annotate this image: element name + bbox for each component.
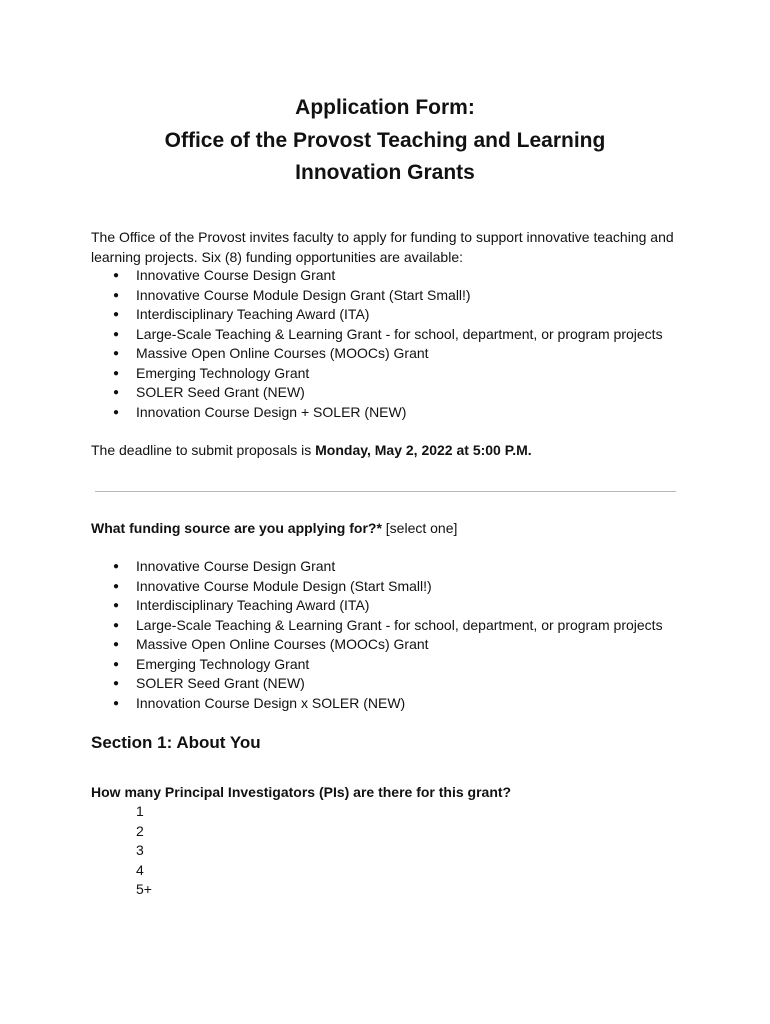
funding-question-hint: [select one] (381, 520, 458, 536)
title-line: Office of the Provost Teaching and Learning (164, 128, 606, 152)
funding-option[interactable]: ● Innovative Course Module Design (Start Small!) (91, 577, 663, 597)
deadline-text (91, 441, 532, 461)
pi-option[interactable]: 3 (136, 842, 144, 858)
funding-option[interactable]: ● SOLER Seed Grant (NEW) (91, 674, 663, 694)
page-title (0, 92, 770, 190)
list-item: ● Interdisciplinary Teaching Award (ITA) (91, 305, 663, 325)
funding-question-label: What funding source are you applying for?* (91, 520, 382, 536)
funding-options-list (91, 557, 663, 713)
pi-count-question: How many Principal Investigators (PIs) are there for this grant? (91, 784, 512, 800)
pi-option[interactable]: 5+ (136, 881, 152, 897)
list-item: ● Massive Open Online Courses (MOOCs) Grant (91, 344, 663, 364)
deadline-prefix: The deadline to submit proposals is (91, 442, 316, 458)
list-item: ● Innovative Course Design Grant (91, 266, 663, 286)
intro-paragraph (91, 228, 681, 267)
grant-types-list (91, 266, 663, 422)
list-item: ● Innovative Course Module Design Grant (Start Small!) (91, 286, 663, 306)
intro-line: learning projects. Six (8) funding opportunities are available: (91, 248, 463, 265)
list-item: ● Large-Scale Teaching & Learning Grant - for school, department, or program projects (91, 325, 663, 345)
funding-option[interactable]: ● Innovation Course Design x SOLER (NEW) (91, 694, 663, 714)
deadline-date: Monday, May 2, 2022 at 5:00 P.M. (315, 442, 532, 458)
funding-question (91, 519, 457, 539)
title-line: Innovation Grants (295, 161, 475, 184)
pi-option[interactable]: 4 (136, 861, 144, 878)
list-item: ● SOLER Seed Grant (NEW) (91, 383, 663, 403)
funding-option[interactable]: ● Innovative Course Design Grant (91, 557, 663, 577)
list-item: ● Innovation Course Design + SOLER (NEW) (91, 403, 663, 423)
pi-option[interactable]: 2 (136, 822, 144, 839)
pi-count-options (136, 802, 152, 900)
pi-option[interactable]: 1 (136, 803, 144, 819)
horizontal-divider (95, 491, 676, 492)
funding-option[interactable]: ● Large-Scale Teaching & Learning Grant - for school, department, or program projects (91, 616, 663, 636)
funding-option[interactable]: ● Emerging Technology Grant (91, 655, 663, 675)
list-item: ● Emerging Technology Grant (91, 364, 663, 384)
title-line: Application Form: (295, 96, 475, 119)
funding-option[interactable]: ● Interdisciplinary Teaching Award (ITA) (91, 596, 663, 616)
intro-line: The Office of the Provost invites faculty to apply for funding to support innovative teaching and (91, 229, 674, 245)
section-heading: Section 1: About You (91, 733, 261, 752)
funding-option[interactable]: ● Massive Open Online Courses (MOOCs) Grant (91, 635, 663, 655)
